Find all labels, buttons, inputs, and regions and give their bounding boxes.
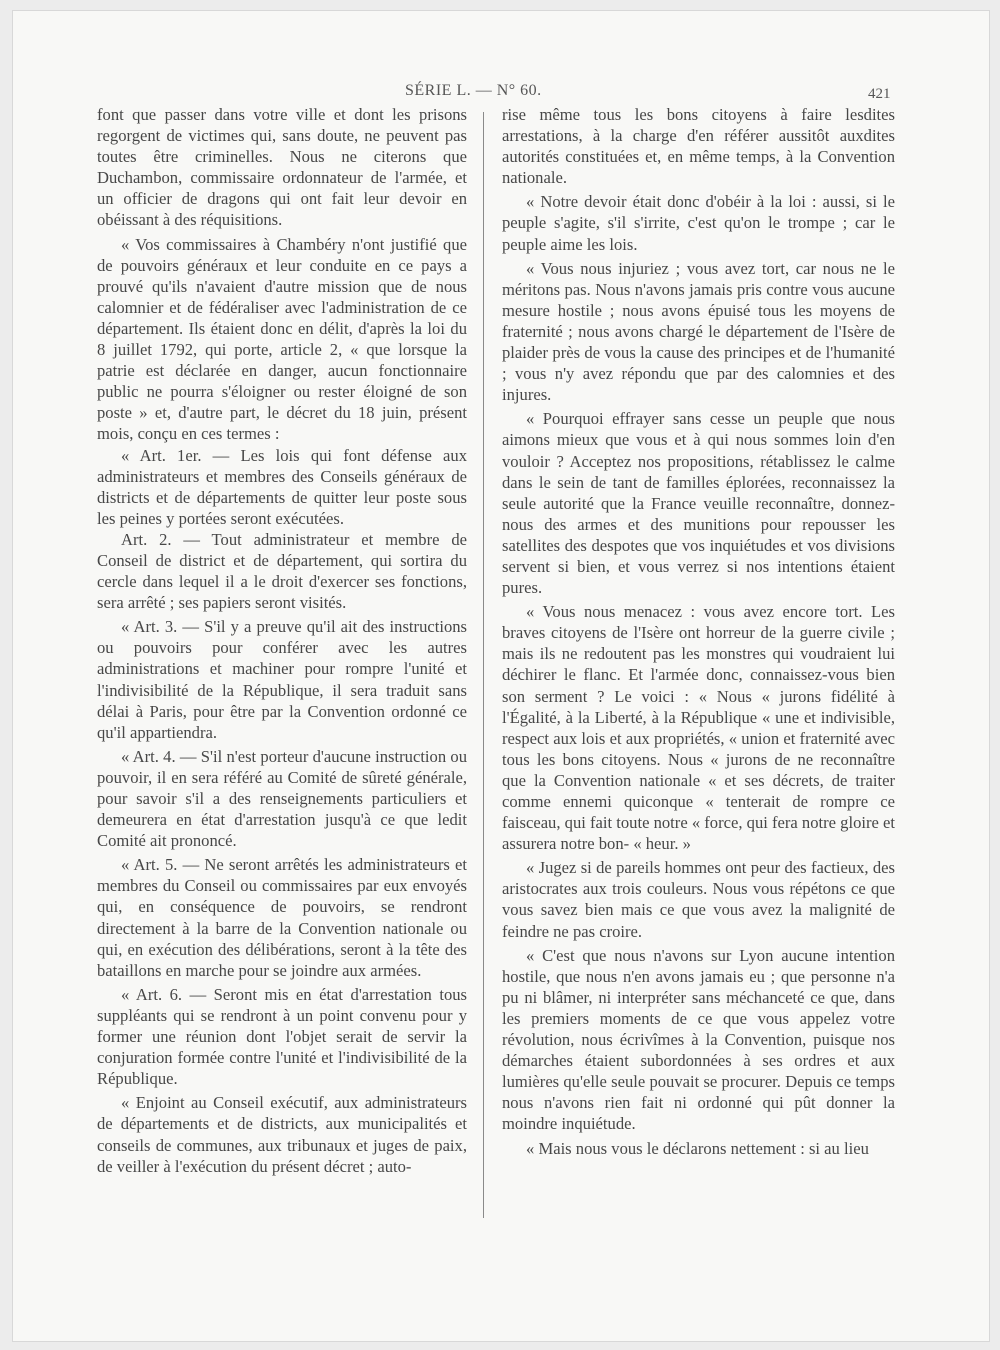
- paragraph: « Mais nous vous le déclarons nettement : si au lieu: [526, 1138, 869, 1158]
- column-divider: [483, 112, 484, 1218]
- paragraph: « Vous nous injuriez ; vous avez tort, car nous ne le méritons pas. Nous n'avons jamais pris contre vous aucune mesure hostile ; nous avons épuisé tous les moyens de fraternité ; nous avons chargé le département de l'Isère de plaider près de vous la cause des principes et de l'humanité ; vous n'y avez répondu que par des calomnies et des injures.: [502, 258, 895, 405]
- paragraph: « Jugez si de pareils hommes ont peur des factieux, des aristocrates aux trois couleurs. Nous vous répétons ce que vous savez bien mais ce que vous avez la malignité de feindre ne pas croire.: [502, 858, 895, 941]
- paragraph: « Enjoint au Conseil exécutif, aux administrateurs de départements et de districts, aux municipalités et conseils de communes, aux tribunaux et juges de paix, de veiller à l'exécution du présent décret ; auto-: [97, 1093, 467, 1176]
- paragraph: « Art. 1er. — Les lois qui font défense aux administrateurs et membres des Conseils généraux de districts et de départements de quitter leur poste sous les peines y portées seront exécutées.: [97, 445, 467, 528]
- right-column: [502, 104, 895, 1224]
- paragraph: font que passer dans votre ville et dont les prisons regorgent de victimes qui, sans doute, ne peuvent pas toutes être criminelles. Nous ne citerons que Duchambon, commissaire ordonnateur de l'armée, et un officier de dragons qui ont fait leur devoir en obéissant à des réquisitions.: [97, 105, 467, 230]
- paragraph: Art. 2. — Tout administrateur et membre de Conseil de district et de département, qui sortira du cercle dans lequel il a le droit d'exercer ses fonctions, sera arrêté ; ses papiers seront visités.: [97, 529, 467, 613]
- paragraph: « Art. 5. — Ne seront arrêtés les administrateurs et membres du Conseil ou commissaires par eux envoyés qui, en conséquence de pouvoirs, se rendront directement à la barre de la Convention nationale ou qui, en exécution des délibérations, seront à la tête des bataillons en marche pour se joindre aux armées.: [97, 855, 467, 980]
- page-header: [0, 82, 1000, 104]
- paragraph: « Vous nous menacez : vous avez encore tort. Les braves citoyens de l'Isère ont horreur de la guerre civile ; mais ils ne redoutent pas les monstres qui voudraient lui déchirer le flanc. Et l'armée donc, connaissez-vous bien son serment ? Le voici : « Nous « jurons fidélité à l'Égalité, à la Liberté, à la République « une et indivisible, respect aux lois et aux propriétés, « union et fraternité avec tous les bons citoyens. Nous « jurons de ne reconnaître que la Convention nationale « et ses décrets, de traiter comme ennemi quiconque « tenterait de rompre ce faisceau, qui fait toute notre « force, qui fera notre gloire et assurera notre bon- « heur. »: [502, 602, 896, 854]
- paragraph: « Notre devoir était donc d'obéir à la loi : aussi, si le peuple s'agite, s'il s'irrite, c'est qu'on le trompe ; car le peuple aime les lois.: [502, 192, 895, 254]
- left-column: [97, 104, 467, 1224]
- paragraph: « Pourquoi effrayer sans cesse un peuple que nous aimons mieux que vous et à qui nous sommes loin d'en vouloir ? Acceptez nos propositions, rétablissez le calme dans le sein de tant de familles éplorées, reconnaissez la seule autorité que la France veuille reconnaître, donnez-nous des armes et des munitions pour repousser les satellites des despotes que vos inquiétudes et vos divisions servent si bien, et vous verrez si nos intentions étaient pures.: [502, 409, 895, 598]
- paragraph: rise même tous les bons citoyens à faire lesdites arrestations, à la charge d'en référer aussitôt auxdites autorités constituées et, en même temps, à la Convention nationale.: [502, 105, 895, 188]
- paragraph: « Vos commissaires à Chambéry n'ont justifié que de pouvoirs généraux et leur conduite en ce pays a prouvé qu'ils n'avaient d'autre mission que de nous calomnier et de fédéraliser avec l'administration de ce département. Ils étaient donc en délit, d'après la loi du 8 juillet 1792, qui porte, article 2, « que lorsque la patrie est déclarée en danger, aucun fonctionnaire public ne pourra s'éloigner ou rester éloigné de son poste » et, d'autre part, le décret du 18 juin, présent mois, conçu en ces termes :: [97, 234, 467, 444]
- paragraph: « C'est que nous n'avons sur Lyon aucune intention hostile, que nous n'en avons jamais eu ; que personne n'a pu ni blâmer, ni interpréter sans méchanceté ce que, dans les premiers moments de ce que vous appelez votre révolution, nous écrivîmes à la Convention, puisque nos démarches étaient subordonnées à ses ordres et aux lumières qu'elle seule pouvait se procurer. Depuis ce temps nous n'avons rien fait ni ordonné qui pût donner la moindre inquiétude.: [502, 945, 895, 1134]
- paragraph: « Art. 3. — S'il y a preuve qu'il ait des instructions ou pouvoirs pour conférer avec les autres administrations et machiner pour rompre l'unité et l'indivisibilité de la République, il sera traduit sans délai à Paris, pour être par la Convention ordonné ce qu'il appartiendra.: [97, 617, 467, 742]
- running-head: SÉRIE L. — N° 60.: [405, 82, 542, 99]
- paragraph: « Art. 6. — Seront mis en état d'arrestation tous suppléants qui se rendront à un point convenu pour y former une réunion dont l'objet serait de servir la conjuration formée contre l'unité et l'indivisibilité de la République.: [97, 984, 467, 1089]
- paragraph: « Art. 4. — S'il n'est porteur d'aucune instruction ou pouvoir, il en sera référé au Comité de sûreté générale, pour savoir s'il a des renseignements particuliers et demeurera en état d'arrestation jusqu'à ce que ledit Comité ait prononcé.: [97, 746, 467, 851]
- page-number: 421: [868, 86, 891, 102]
